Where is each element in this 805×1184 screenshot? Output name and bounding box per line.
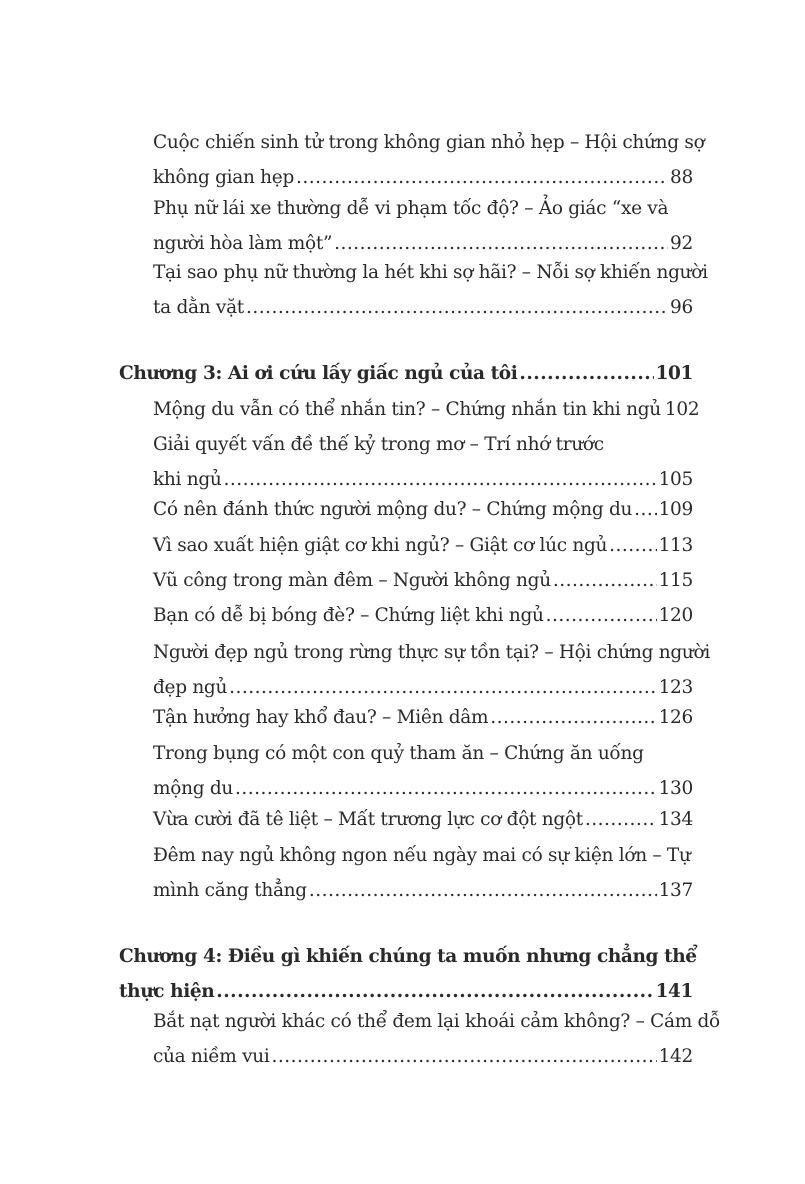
toc-entry[interactable]: [153, 255, 708, 325]
toc-entry-title-line1: Giải quyết vấn đề thế kỷ trong mơ – Trí nhớ trước: [153, 434, 604, 455]
toc-entry[interactable]: [153, 802, 693, 837]
dot-leader: [296, 160, 668, 195]
page-number: 113: [658, 535, 693, 556]
page-number: 102: [664, 399, 700, 420]
page-number: 109: [658, 499, 693, 520]
toc-entry[interactable]: [153, 125, 705, 195]
page-number: 137: [658, 880, 693, 901]
toc-entry-title-line1: Phụ nữ lái xe thường dễ vi phạm tốc độ? – Ảo giác “xe và: [153, 198, 669, 219]
dot-leader: [519, 356, 653, 391]
toc-chapter[interactable]: [119, 356, 693, 391]
page-number: 120: [658, 605, 693, 626]
toc-entry-title: Vũ công trong màn đêm – Người không ngủ: [153, 570, 551, 591]
page-number: 130: [658, 778, 693, 799]
page-number: 96: [670, 297, 693, 318]
chapter-title: Chương 3: Ai ơi cứu lấy giấc ngủ của tôi: [119, 363, 518, 384]
toc-entry[interactable]: [153, 700, 693, 735]
toc-entry[interactable]: [153, 838, 693, 908]
toc-entry-title-line1: Đêm nay ngủ không ngon nếu ngày mai có sự kiện lớn – Tự: [153, 845, 691, 866]
dot-leader: [585, 802, 657, 837]
page-number: 115: [658, 570, 693, 591]
page-number: 141: [655, 981, 693, 1002]
dot-leader: [609, 528, 656, 563]
chapter-title-line2: thực hiện: [119, 981, 215, 1002]
toc-entry[interactable]: [153, 1004, 721, 1074]
page-number: 92: [670, 233, 693, 254]
toc-entry-title-line2: của niềm vui: [153, 1046, 270, 1067]
page-number: 88: [670, 167, 693, 188]
dot-leader: [235, 771, 657, 806]
dot-leader: [553, 563, 657, 598]
toc-entry-title: Mộng du vẫn có thể nhắn tin? – Chứng nhắn tin khi ngủ: [153, 399, 661, 420]
toc-entry[interactable]: [153, 392, 700, 427]
toc-entry-title-line2: khi ngủ: [153, 469, 222, 490]
toc-entry[interactable]: [153, 598, 693, 633]
toc-entry[interactable]: [153, 191, 693, 261]
dot-leader: [546, 598, 657, 633]
page-number: 142: [658, 1046, 693, 1067]
toc-entry-title-line1: Người đẹp ngủ trong rừng thực sự tồn tại? – Hội chứng người: [153, 642, 710, 663]
dot-leader: [272, 1039, 657, 1074]
page-number: 126: [658, 707, 693, 728]
toc-entry-title-line2: đẹp ngủ: [153, 677, 228, 698]
toc-entry-title: Bạn có dễ bị bóng đè? – Chứng liệt khi ngủ: [153, 605, 544, 626]
toc-entry-title: Vừa cười đã tê liệt – Mất trương lực cơ đột ngột: [153, 809, 583, 830]
dot-leader: [309, 873, 657, 908]
toc-entry-title-line2: mộng du: [153, 778, 233, 799]
toc-entry-title: Tận hưởng hay khổ đau? – Miên dâm: [153, 707, 489, 728]
page-number: 105: [658, 469, 693, 490]
toc-entry-title-line2: không gian hẹp: [153, 167, 294, 188]
toc-entry-title-line2: ta dằn vặt: [153, 297, 244, 318]
page-number: 101: [655, 363, 693, 384]
toc-entry-title: Có nên đánh thức người mộng du? – Chứng mộng du: [153, 499, 633, 520]
toc-entry[interactable]: [153, 635, 710, 705]
toc-entry-title-line1: Cuộc chiến sinh tử trong không gian nhỏ hẹp – Hội chứng sợ: [153, 132, 705, 153]
toc-entry-title-line1: Trong bụng có một con quỷ tham ăn – Chứng ăn uống: [153, 743, 644, 764]
toc-entry-title-line1: Tại sao phụ nữ thường la hét khi sợ hãi? – Nỗi sợ khiến người: [153, 262, 708, 283]
chapter-title-line1: Chương 4: Điều gì khiến chúng ta muốn nhưng chẳng thể: [119, 946, 697, 967]
dot-leader: [490, 700, 656, 735]
page-number: 134: [658, 809, 693, 830]
dot-leader: [246, 290, 668, 325]
toc-entry-title-line1: Bắt nạt người khác có thể đem lại khoái cảm không? – Cám dỗ: [153, 1011, 721, 1032]
toc-entry[interactable]: [153, 736, 693, 806]
toc-entry[interactable]: [153, 528, 693, 563]
toc-entry[interactable]: [153, 563, 693, 598]
toc-entry-title: Vì sao xuất hiện giật cơ khi ngủ? – Giật cơ lúc ngủ: [153, 535, 608, 556]
toc-entry[interactable]: [153, 427, 693, 497]
toc-entry[interactable]: [153, 492, 693, 527]
dot-leader: [634, 492, 656, 527]
toc-entry-title-line2: người hòa làm một”: [153, 233, 333, 254]
toc-chapter[interactable]: [119, 939, 697, 1009]
toc-entry-title-line2: mình căng thẳng: [153, 880, 307, 901]
page-number: 123: [658, 677, 693, 698]
